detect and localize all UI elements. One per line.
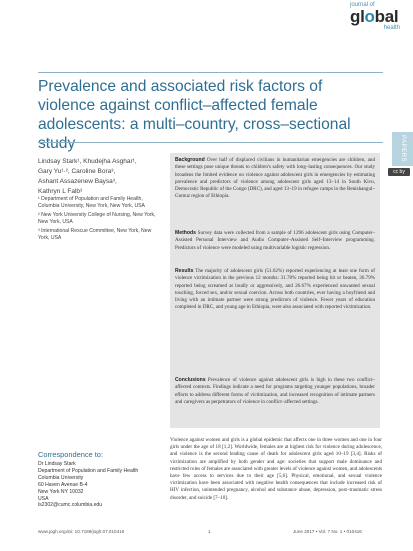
journal-logo	[350, 2, 410, 32]
correspondence-line: USA	[38, 495, 49, 502]
abstract-conclusions	[175, 377, 375, 406]
footer-site-link[interactable]: www.jogh.org	[38, 529, 66, 534]
abstract-results	[175, 268, 375, 312]
author: Kathryn L Falb³	[38, 188, 83, 195]
logo-part-b: o	[364, 7, 375, 26]
correspondence-line: New York NY 10032	[38, 488, 84, 495]
abstract-background	[175, 157, 375, 201]
title-rule-top	[38, 72, 383, 73]
affiliation: ¹ Department of Population and Family Health, Columbia University, New York, New York, USA	[38, 196, 145, 210]
correspondence-email[interactable]: ls2302@cumc.columbia.edu	[38, 502, 103, 509]
correspondence-block	[38, 461, 163, 509]
logo-wordmark	[350, 9, 410, 25]
abstract-results-label: Results	[175, 268, 194, 274]
correspondence-line: Columbia University	[38, 474, 84, 481]
author: Khudejha Asghar¹,	[83, 158, 137, 165]
logo-small-bottom: health	[383, 25, 400, 31]
page-footer	[38, 529, 383, 537]
abstract-conclusions-label: Conclusions	[175, 377, 206, 383]
title-rule-bottom	[38, 142, 383, 143]
author: Caroline Bora³,	[71, 168, 116, 175]
footer-issue: June 2017 • Vol. 7 No. 1 • 010416	[293, 529, 362, 534]
correspondence-heading: Correspondence to:	[38, 450, 103, 459]
affiliation: ³ International Rescue Committee, New York, New York, USA	[38, 228, 152, 242]
body-paragraph: Violence against women and girls is a global epidemic that affects one in three women and one in four girls under the age of 18 [1,2]. Worldwide, females are at highest risk for violence during adolescence, and violence is the second leading cause of death for adolescent girls aged 10–19 [3,4]. Risks of victimization are amplified by both gender and age: societies that support male dominance and restricted roles of females are associated with greater levels of violence against women, and adolescents have few access to services due to their age [5,6]. Physical, emotional, and sexual violence victimization have been associated with negative health consequences that include increased risk of HIV infection, unintended pregnancy, alcohol and substance abuse, depression, post–traumatic stress disorder, and suicide [7–10].	[170, 437, 383, 501]
section-tab-label: PAPERS	[400, 135, 407, 163]
abstract-methods-label: Methods	[175, 230, 196, 236]
footer-doi: doi: 10.7189/jogh.07.010416	[66, 529, 125, 534]
logo-part-c: bal	[374, 7, 399, 26]
affiliation: ² New York University College of Nursing, New York, New York, USA	[38, 212, 156, 226]
abstract-background-text: Over half of displaced civilians in humanitarian emergencies are children, and these settings pose unique threats to children's safety with long–lasting consequences. Our study broadens the limited evidence on violence against adolescent girls in emergencies by estimating prevalence and predictors of violence among adolescent girls aged 13–14 in South Kivu, Democratic Republic of the Congo (DRC), and aged 13–19 in refugee camps in the Benishangul–Gumuz region of Ethiopia.	[175, 157, 375, 200]
author: Gary Yu¹·²,	[38, 168, 70, 175]
author: Lindsay Stark¹,	[38, 158, 82, 165]
author-list	[38, 157, 163, 197]
footer-page-number: 1	[208, 529, 211, 534]
author: Ashant Assazenew Baysa³,	[38, 178, 117, 185]
article-title: Prevalence and associated risk factors of violence against conflict–affected female adolescents: a multi–country, cross–sectional study	[38, 78, 351, 152]
correspondence-line: 60 Haven Avenue B-4	[38, 481, 88, 488]
logo-small-top: journal of	[350, 2, 375, 8]
abstract-methods	[175, 230, 375, 252]
correspondence-line: Department of Population and Family Health	[38, 467, 139, 474]
abstract-conclusions-text: Prevalence of violence against adolescent girls is high in these two conflict–affected contexts. Findings indicate a need for programs targeting younger populations, broader efforts to address different forms of victimization, and increased recognition of intimate partners and caregivers as perpetrators of violence in conflict–affected settings.	[175, 377, 375, 405]
abstract-methods-text: Survey data were collected from a sample of 1296 adolescent girls using Computer–Assisted Personal Interview and Audio Computer–Assisted Self–Interview programming. Predictors of violence were modeled using multivariable logistic regression.	[175, 230, 375, 251]
abstract-results-text: The majority of adolescent girls (51.62%) reported experiencing at least one form of violence victimization in the previous 12 months: 31.78% reported being hit or beaten, 36.79% reported being screamed at loudly or aggressively, and 26.67% experienced unwanted sexual touching, forced sex, and/or sexual coercion. Across both countries, ever having a boyfriend and living with an intimate partner were strong predictors of violence. Fewer years of education completed in DRC, and young age in Ethiopia, were also associated with reported victimization.	[175, 268, 375, 311]
abstract-background-label: Background	[175, 157, 205, 163]
correspondence-line: Dr Lindsay Stark	[38, 461, 76, 467]
license-badge: cc by	[388, 168, 410, 176]
logo-part-a: gl	[350, 7, 365, 26]
